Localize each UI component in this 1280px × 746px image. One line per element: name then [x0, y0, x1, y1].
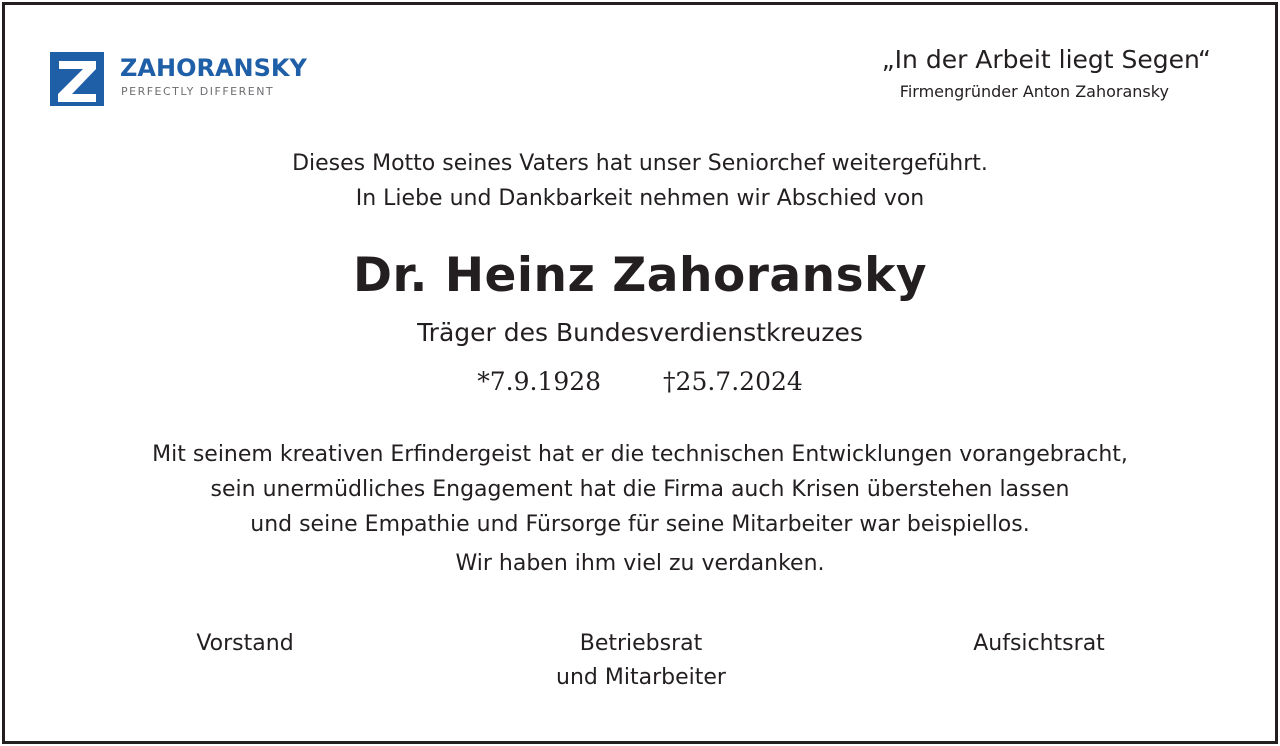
life-dates — [5, 367, 1275, 396]
obituary-frame — [2, 2, 1278, 744]
intro-line-2: In Liebe und Dankbarkeit nehmen wir Abschied von — [355, 186, 925, 211]
motto-text: „In der Arbeit liegt Segen“ — [881, 45, 1211, 74]
intro-line-1: Dieses Motto seines Vaters hat unser Seniorchef weitergeführt. — [292, 151, 988, 176]
signatory-aufsichtsrat — [973, 627, 1105, 661]
death-date: †25.7.2024 — [663, 367, 803, 396]
tribute-line-3: und seine Empathie und Fürsorge für seine Mitarbeiter war beispiellos. — [250, 512, 1030, 537]
logo-z-icon — [50, 52, 104, 106]
signatory-betriebsrat — [556, 627, 726, 695]
motto-author: Firmengründer Anton Zahoransky — [899, 82, 1169, 101]
closing-line: Wir haben ihm viel zu verdanken. — [455, 551, 825, 576]
signatory-label: Aufsichtsrat — [973, 631, 1105, 656]
company-logo — [50, 50, 320, 112]
logo-wordmark: ZAHORANSKY — [120, 54, 307, 82]
birth-date: *7.9.1928 — [477, 367, 602, 396]
tribute-line-2: sein unermüdliches Engagement hat die Firma auch Krisen überstehen lassen — [210, 477, 1070, 502]
motto-quote — [882, 45, 1211, 101]
signatory-label: Betriebsrat — [579, 631, 703, 656]
logo-tagline: PERFECTLY DIFFERENT — [121, 85, 275, 98]
deceased-honor: Träger des Bundesverdienstkreuzes — [417, 318, 863, 347]
intro-text — [5, 146, 1275, 216]
signatory-vorstand — [196, 627, 293, 661]
tribute-line-1: Mit seinem kreativen Erfindergeist hat er die technischen Entwicklungen vorangebracht, — [152, 442, 1128, 467]
tribute-text — [5, 437, 1275, 542]
deceased-name: Dr. Heinz Zahoransky — [353, 248, 927, 303]
signatory-label-line-2: und Mitarbeiter — [556, 665, 726, 690]
signatory-label: Vorstand — [196, 631, 294, 656]
